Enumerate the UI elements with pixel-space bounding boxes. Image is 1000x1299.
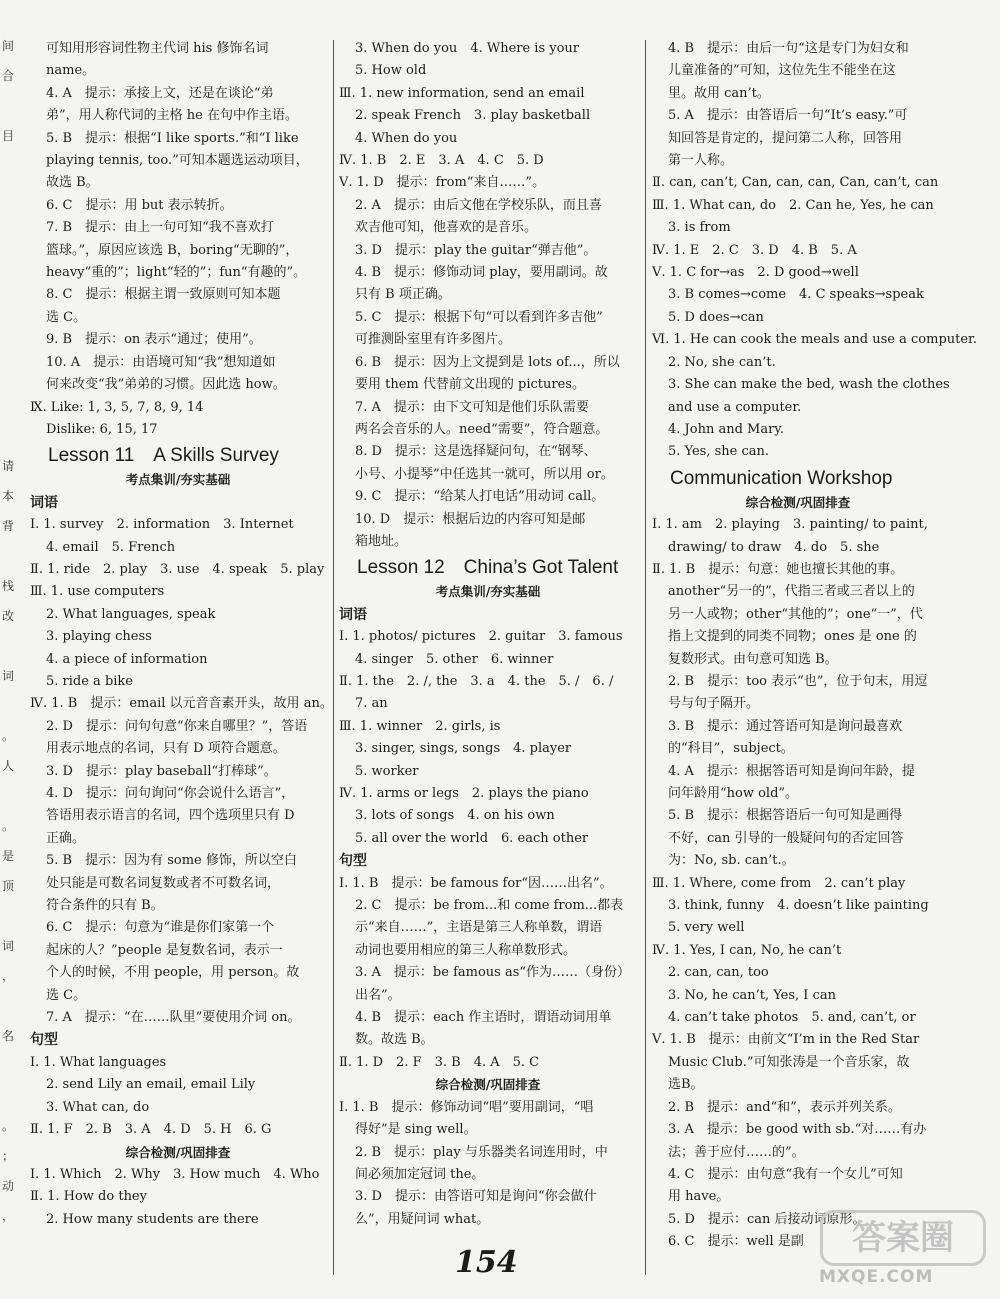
answer-line: 答语用表示语言的名词，四个选项里只有 D xyxy=(46,808,295,824)
answer-line: 2. A 提示：由后文他在学校乐队，而且喜 xyxy=(355,197,602,213)
answer-line: 5. all over the world 6. each other xyxy=(355,830,589,846)
answer-line: 问年龄用“how old”。 xyxy=(668,786,799,801)
answer-line: 7. A 提示：由下文可知是他们乐队需要 xyxy=(355,399,589,415)
answer-line: Ⅰ. 1. B 提示：修饰动词“唱”要用副词，“唱 xyxy=(339,1099,594,1115)
answer-line: 4. D 提示：问句询问“你会说什么语言”， xyxy=(46,786,295,801)
answer-line: Ⅱ. can, can’t, Can, can, can, Can, can’t, can xyxy=(652,175,939,191)
answer-line: 10. A 提示：由语境可知“我”想知道如 xyxy=(46,354,276,370)
answer-line: Ⅱ. 1. F 2. B 3. A 4. D 5. H 6. G xyxy=(30,1122,272,1138)
answer-line: 2. What languages, speak xyxy=(46,606,216,622)
answer-line: 小号、小提琴”中任选其一就可，所以用 or。 xyxy=(355,466,614,482)
answer-line: 6. C 提示：句意为“谁是你们家第一个 xyxy=(46,920,275,936)
margin-char: ， xyxy=(2,969,15,983)
answer-line: 为：No, sb. can’t.。 xyxy=(668,853,795,869)
answer-line: 4. John and Mary. xyxy=(668,421,785,437)
answer-line: 7. A 提示：“在……队里”要使用介词 on。 xyxy=(46,1010,301,1026)
answer-line: Ⅴ. 1. C for→as 2. D good→well xyxy=(652,265,859,281)
answer-line: Ⅰ. 1. survey 2. information 3. Internet xyxy=(30,517,294,533)
answer-line: 3. B comes→come 4. C speaks→speak xyxy=(668,287,924,303)
answer-line: Ⅰ. 1. B 提示：be famous for“因……出名”。 xyxy=(339,875,613,891)
answer-line: 2. speak French 3. play basketball xyxy=(355,108,591,124)
answer-line: 4. singer 5. other 6. winner xyxy=(355,651,554,667)
answer-line: Ⅴ. 1. B 提示：由前文“I’m in the Red Star xyxy=(652,1032,920,1048)
answer-line: 6. C 提示：well 是副 xyxy=(668,1234,804,1250)
answer-line: 第一人称。 xyxy=(668,153,734,169)
answer-line: 7. an xyxy=(355,696,388,712)
answer-line: 3. singer, sings, songs 4. player xyxy=(355,741,572,757)
margin-char: 顶 xyxy=(2,879,15,893)
margin-char: 本 xyxy=(2,489,15,503)
section-label: 词语 xyxy=(339,606,367,623)
section-label: 句型 xyxy=(339,853,367,870)
answer-line: 欢吉他可知，他喜欢的是音乐。 xyxy=(355,220,538,236)
section-subheading: 考点集训/夯实基础 xyxy=(435,584,541,600)
answer-line: 复数形式。由句意可知选 B。 xyxy=(668,651,838,667)
answer-line: 知回答是肯定的，提问第二人称，回答用 xyxy=(668,130,903,146)
answer-line: Ⅱ. 1. D 2. F 3. B 4. A 5. C xyxy=(339,1054,540,1070)
answer-line: heavy“重的”；light“轻的”；fun“有趣的”。 xyxy=(46,265,307,281)
answer-line: 个人的时候，不用 people，用 person。故 xyxy=(46,965,300,981)
answer-line: 9. B 提示：on 表示“通过；使用”。 xyxy=(46,332,262,348)
answer-line: 么”，用疑问词 what。 xyxy=(355,1211,490,1227)
column-right xyxy=(652,38,977,1254)
margin-char: 词 xyxy=(2,939,15,953)
answer-line: 8. D 提示：这是选择疑问句，在“钢琴、 xyxy=(355,444,597,460)
margin-char: 是 xyxy=(2,849,15,863)
answer-line: 另一人或物；other“其他的”；one“一”，代 xyxy=(668,606,923,622)
margin-char: ， xyxy=(2,1209,15,1223)
answer-line: 3. D 提示：由答语可知是询问“你会做什 xyxy=(355,1189,597,1205)
answer-line: 用 have。 xyxy=(668,1189,730,1205)
column-divider xyxy=(333,40,334,1275)
answer-line: 5. very well xyxy=(668,920,745,936)
section-subheading: 综合检测/巩固排查 xyxy=(435,1077,541,1093)
margin-char: 。 xyxy=(2,1119,15,1133)
margin-char: 人 xyxy=(2,759,15,773)
answer-line: 要用 them 代替前文出现的 pictures。 xyxy=(355,377,585,393)
answer-line: 3. No, he can’t, Yes, I can xyxy=(668,987,836,1003)
answer-line: 3. A 提示：be famous as“作为……（身份） xyxy=(355,965,631,981)
answer-line: Ⅳ. 1. arms or legs 2. plays the piano xyxy=(339,786,589,801)
answer-line: 7. B 提示：由上一句可知“我不喜欢打 xyxy=(46,220,274,236)
margin-char: 。 xyxy=(2,729,15,743)
answer-line: 的“科目”，subject。 xyxy=(668,741,794,757)
answer-line: Ⅲ. 1. new information, send an email xyxy=(339,85,585,101)
lesson-heading: Communication Workshop xyxy=(670,467,893,489)
answer-line: 3. playing chess xyxy=(46,629,152,645)
answer-line: 5. D does→can xyxy=(668,309,764,325)
answer-line: Ⅰ. 1. am 2. playing 3. painting/ to paint, xyxy=(652,517,928,533)
answer-line: 2. No, she can’t. xyxy=(668,354,776,370)
answer-line: 4. can’t take photos 5. and, can’t, or xyxy=(668,1010,916,1026)
answer-line: 3. A 提示：be good with sb.“对……有办 xyxy=(668,1122,927,1138)
answer-line: Ⅰ. 1. What languages xyxy=(30,1054,167,1070)
answer-line: 3. lots of songs 4. on his own xyxy=(355,808,555,824)
answer-line: 只有 B 项正确。 xyxy=(355,287,451,303)
answer-line: 4. When do you xyxy=(355,130,458,146)
margin-char: 改 xyxy=(2,609,15,623)
answer-line: 不好，can 引导的一般疑问句的否定回答 xyxy=(668,830,904,846)
answer-line: Ⅲ. 1. winner 2. girls, is xyxy=(339,718,501,734)
answer-line: 5. worker xyxy=(355,763,419,779)
answer-line: 号与句子隔开。 xyxy=(668,696,760,712)
margin-char: ； xyxy=(2,1149,15,1163)
section-label: 词语 xyxy=(30,494,58,511)
answer-line: 示“来自……”，主语是第三人称单数，谓语 xyxy=(355,920,603,936)
answer-line: Ⅲ. 1. Where, come from 2. can’t play xyxy=(652,875,906,891)
answer-line: 8. C 提示：根据主谓一致原则可知本题 xyxy=(46,287,281,303)
answer-line: 法；善于应付……的”。 xyxy=(668,1144,805,1160)
answer-line: Ⅱ. 1. ride 2. play 3. use 4. speak 5. play xyxy=(30,561,325,577)
answer-line: 篮球。”，原因应该选 B，boring“无聊的”， xyxy=(46,242,299,258)
answer-line: 4. C 提示：由句意“我有一个女儿”可知 xyxy=(668,1166,903,1182)
answer-line: and use a computer. xyxy=(668,399,802,415)
answer-line: Ⅳ. 1. B 提示：email 以元音音素开头，故用 an。 xyxy=(30,696,333,712)
answer-line: 选 C。 xyxy=(46,987,87,1003)
answer-line: Ⅱ. 1. B 提示：句意：她也擅长其他的事。 xyxy=(652,561,904,577)
section-subheading: 综合检测/巩固排查 xyxy=(745,494,851,510)
answer-line: 得好”是 sing well。 xyxy=(355,1122,477,1138)
answer-line: 动词也要用相应的第三人称单数形式。 xyxy=(355,942,577,958)
answer-line: 箱地址。 xyxy=(355,533,408,549)
margin-char: 请 xyxy=(2,459,15,473)
column-divider xyxy=(645,40,646,1275)
left-margin-strip xyxy=(0,0,22,1250)
answer-line: another“另一的”，代指三者或三者以上的 xyxy=(668,584,915,600)
answer-line: 4. email 5. French xyxy=(46,539,176,555)
answer-line: 里。故用 can’t。 xyxy=(668,85,770,101)
answer-line: 儿童准备的”可知，这位先生不能坐在这 xyxy=(668,63,896,79)
answer-line: Ⅲ. 1. What can, do 2. Can he, Yes, he can xyxy=(652,197,934,213)
answer-line: 5. D 提示：can 后接动词原形。 xyxy=(668,1211,866,1227)
column-middle xyxy=(339,38,637,1231)
answer-line: 5. A 提示：由答语后一句“It’s easy.”可 xyxy=(668,108,908,124)
answer-line: 4. B 提示：由后一句“这是专门为妇女和 xyxy=(668,41,909,56)
answer-line: 5. ride a bike xyxy=(46,673,133,689)
answer-line: 10. D 提示：根据后边的内容可知是邮 xyxy=(355,511,586,527)
answer-line: 5. C 提示：根据下句“可以看到许多吉他” xyxy=(355,309,603,325)
answer-line: 弟”，用人称代词的主格 he 在句中作主语。 xyxy=(46,108,298,124)
answer-line: 5. Yes, she can. xyxy=(668,444,770,460)
answer-line: 间必须加定冠词 the。 xyxy=(355,1166,485,1182)
answer-line: 选 C。 xyxy=(46,309,87,325)
margin-char: 合 xyxy=(2,69,15,83)
margin-char: 栈 xyxy=(2,579,15,593)
answer-line: playing tennis, too.”可知本题选运动项目， xyxy=(46,153,309,169)
answer-line: 3. D 提示：play the guitar“弹吉他”。 xyxy=(355,242,597,258)
answer-line: 4. B 提示：each 作主语时，谓语动词用单 xyxy=(355,1010,612,1026)
answer-line: 数。故选 B。 xyxy=(355,1032,434,1048)
answer-line: Ⅲ. 1. use computers xyxy=(30,584,165,600)
answer-line: 2. can, can, too xyxy=(668,965,769,981)
margin-char: 动 xyxy=(2,1179,15,1193)
answer-line: 2. How many students are there xyxy=(46,1211,259,1227)
page-number: 154 xyxy=(455,1245,518,1280)
margin-char: 背 xyxy=(2,519,15,533)
answer-line: 故选 B。 xyxy=(46,175,99,191)
watermark-logo xyxy=(815,1205,990,1293)
answer-line: 5. B 提示：根据答语后一句可知是画得 xyxy=(668,808,903,824)
margin-char: 。 xyxy=(2,819,15,833)
section-subheading: 综合检测/巩固排查 xyxy=(125,1144,231,1160)
answer-line: 用表示地点的名词，只有 D 项符合题意。 xyxy=(46,741,286,757)
section-subheading: 考点集训/夯实基础 xyxy=(125,472,231,488)
answer-line: 4. A 提示：承接上文，还是在谈论“弟 xyxy=(46,85,274,101)
answer-line: 4. B 提示：修饰动词 play，要用副词。故 xyxy=(355,265,608,281)
lesson-heading: Lesson 11 A Skills Survey xyxy=(48,445,279,467)
answer-line: Ⅱ. 1. How do they xyxy=(30,1189,147,1205)
answer-line: 出名”。 xyxy=(355,987,401,1003)
answer-line: Ⅸ. Like: 1, 3, 5, 7, 8, 9, 14 xyxy=(30,399,204,415)
answer-line: 符合条件的只有 B。 xyxy=(46,898,164,914)
answer-line: 4. A 提示：根据答语可知是询问年龄，提 xyxy=(668,763,915,779)
column-left xyxy=(30,38,333,1231)
answer-line: Ⅳ. 1. Yes, I can, No, he can’t xyxy=(652,942,842,958)
answer-line: 2. B 提示：too 表示“也”，位于句末，用逗 xyxy=(668,673,928,689)
margin-char: 词 xyxy=(2,669,15,683)
answer-line: Ⅳ. 1. E 2. C 3. D 4. B 5. A xyxy=(652,242,857,258)
answer-line: Ⅰ. 1. photos/ pictures 2. guitar 3. famous xyxy=(339,629,623,645)
answer-line: 3. B 提示：通过答语可知是询问最喜欢 xyxy=(668,718,903,734)
answer-line: name。 xyxy=(46,63,96,79)
answer-line: 2. D 提示：问句句意“你来自哪里？”，答语 xyxy=(46,718,308,734)
answer-line: 4. a piece of information xyxy=(46,651,208,667)
answer-line: 5. B 提示：根据“I like sports.”和“I like xyxy=(46,130,299,146)
watermark-url: MXQE.COM xyxy=(819,1267,934,1287)
answer-line: 指上文提到的同类不同物；ones 是 one 的 xyxy=(668,629,917,645)
watermark-badge: 答案圈 xyxy=(820,1210,986,1266)
answer-line: 2. C 提示：be from...和 come from...都表 xyxy=(355,898,624,914)
answer-line: 可知用形容词性物主代词 his 修饰名词 xyxy=(46,41,269,56)
answer-line: 何来改变“我”弟弟的习惯。因此选 how。 xyxy=(46,377,286,393)
answer-line: 3. When do you 4. Where is your xyxy=(355,41,580,56)
answer-line: 选B。 xyxy=(668,1077,704,1093)
answer-line: 两名会音乐的人。need“需要”，符合题意。 xyxy=(355,421,609,437)
answer-line: Dislike: 6, 15, 17 xyxy=(46,421,158,437)
answer-line: 3. What can, do xyxy=(46,1099,150,1115)
margin-char: 间 xyxy=(2,39,15,53)
answer-line: 2. B 提示：and“和”，表示并列关系。 xyxy=(668,1099,901,1115)
answer-line: Ⅱ. 1. the 2. /, the 3. a 4. the 5. / 6. / xyxy=(339,673,614,689)
answer-line: 5. B 提示：因为有 some 修饰，所以空白 xyxy=(46,853,297,869)
section-label: 句型 xyxy=(30,1032,58,1049)
answer-line: 正确。 xyxy=(46,830,86,846)
answer-line: 3. think, funny 4. doesn’t like painting xyxy=(668,898,929,914)
margin-char: 目 xyxy=(2,129,15,143)
answer-line: Ⅵ. 1. He can cook the meals and use a computer. xyxy=(652,332,977,348)
answer-line: drawing/ to draw 4. do 5. she xyxy=(668,539,880,555)
lesson-heading: Lesson 12 China’s Got Talent xyxy=(357,557,619,579)
answer-line: Music Club.”可知张涛是一个音乐家，故 xyxy=(668,1054,910,1070)
answer-line: 可推测卧室里有许多图片。 xyxy=(355,332,512,348)
answer-line: 6. B 提示：因为上文提到是 lots of...，所以 xyxy=(355,354,620,370)
answer-line: 3. D 提示：play baseball“打棒球”。 xyxy=(46,763,277,779)
answer-line: 9. C 提示：“给某人打电话”用动词 call。 xyxy=(355,489,605,505)
answer-line: 3. is from xyxy=(668,220,731,236)
answer-line: 2. send Lily an email, email Lily xyxy=(46,1077,256,1093)
answer-line: 5. How old xyxy=(355,63,427,79)
answer-line: Ⅴ. 1. D 提示：from“来自……”。 xyxy=(339,175,546,191)
answer-line: 2. B 提示：play 与乐器类名词连用时，中 xyxy=(355,1144,608,1160)
answer-line: 起床的人？”people 是复数名词，表示一 xyxy=(46,942,283,958)
answer-line: Ⅰ. 1. Which 2. Why 3. How much 4. Who xyxy=(30,1166,320,1182)
margin-char: 名 xyxy=(2,1029,15,1043)
answer-line: 3. She can make the bed, wash the clothes xyxy=(668,377,950,393)
answer-line: 处只能是可数名词复数或者不可数名词， xyxy=(46,875,281,891)
answer-line: 6. C 提示：用 but 表示转折。 xyxy=(46,197,233,213)
answer-line: Ⅳ. 1. B 2. E 3. A 4. C 5. D xyxy=(339,153,544,169)
